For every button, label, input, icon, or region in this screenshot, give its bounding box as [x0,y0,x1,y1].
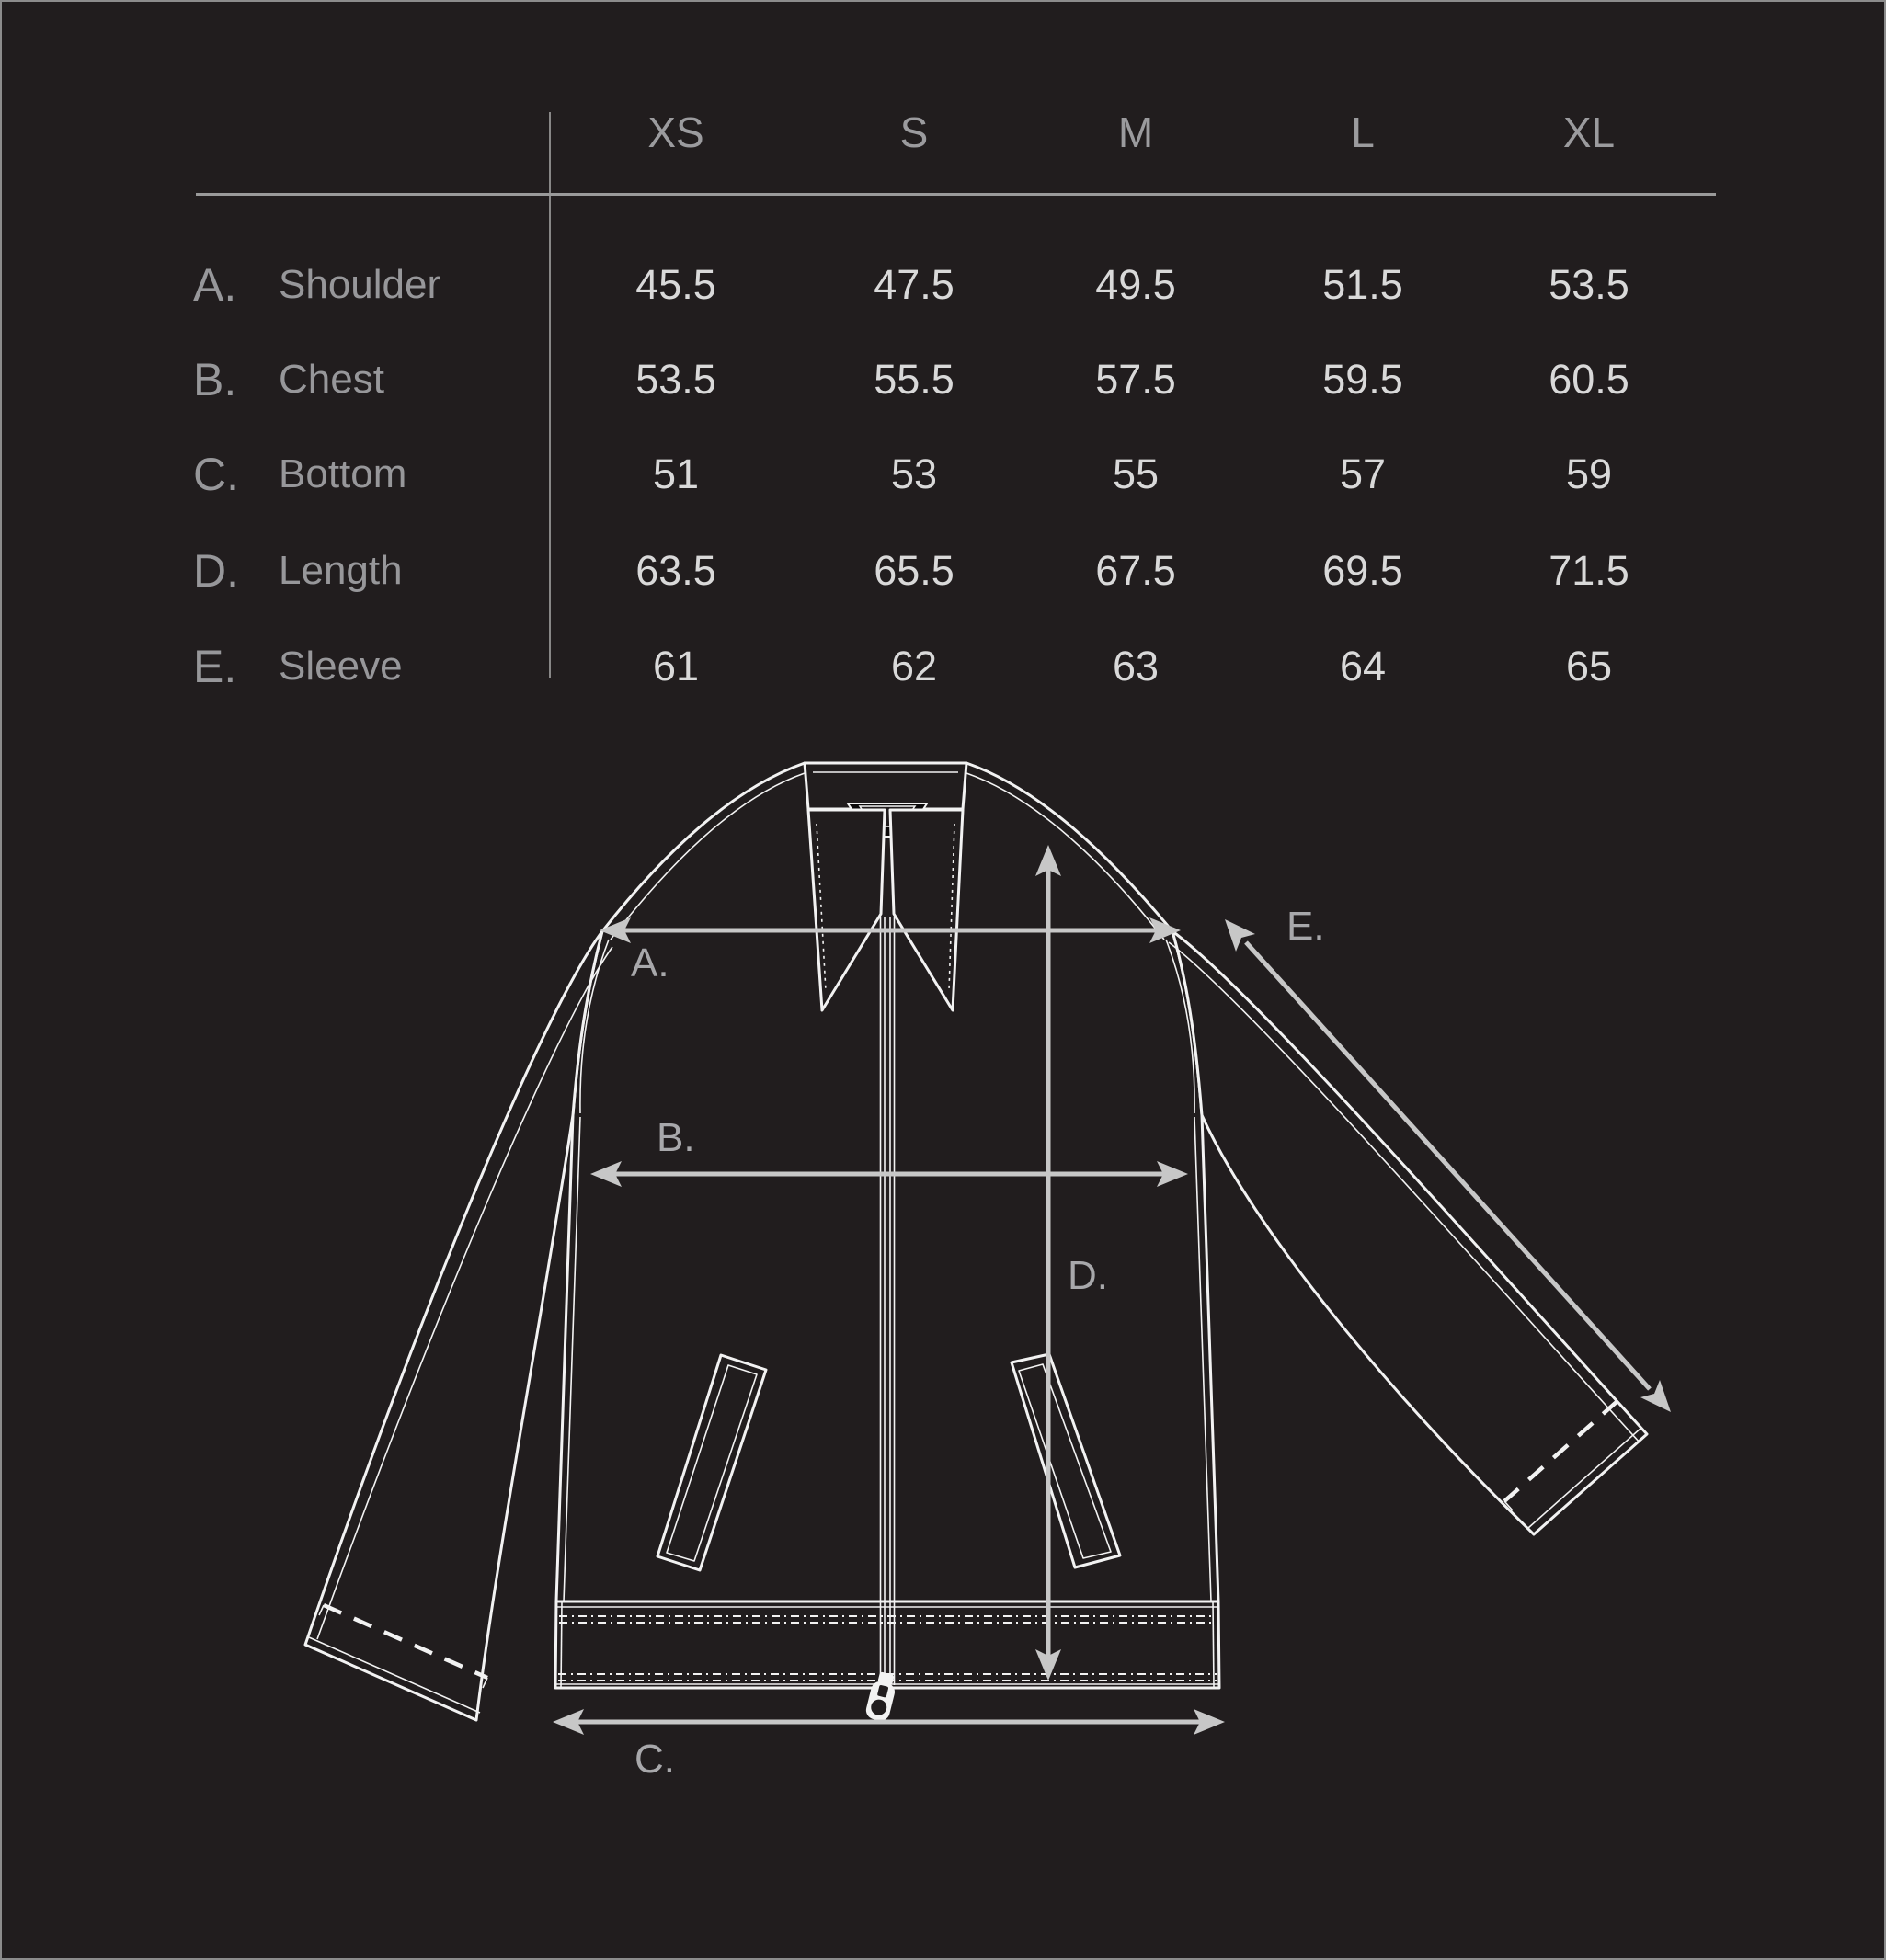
row-letter: D. [193,545,239,597]
size-value: 55 [1112,450,1160,497]
size-value: 67.5 [1095,547,1176,594]
row-name: Length [279,548,403,593]
diagram-label-b: B. [657,1115,695,1160]
size-value: 57 [1339,450,1387,497]
row-name: Chest [279,357,384,402]
size-value: 47.5 [874,261,954,308]
row-name: Shoulder [279,262,441,307]
size-column-header-s: S [899,108,929,156]
jacket-body [555,763,1219,1688]
diagram-label-e: E. [1286,904,1325,949]
size-value: 63.5 [635,547,716,594]
size-column-header-xs: XS [647,108,704,156]
size-value: 63 [1112,643,1160,689]
size-column-header-xl: XL [1562,108,1616,156]
size-column-header-l: L [1351,108,1375,156]
size-value: 62 [890,643,938,689]
row-letter: B. [193,354,237,405]
size-value: 57.5 [1095,356,1176,403]
size-column-header-m: M [1117,108,1154,156]
row-letter: E. [193,641,237,692]
size-value: 69.5 [1322,547,1403,594]
size-value: 51 [652,450,700,497]
right-sleeve [1169,931,1647,1534]
size-value: 59.5 [1322,356,1403,403]
row-name: Sleeve [279,644,403,689]
size-value: 49.5 [1095,261,1176,308]
size-value: 64 [1339,643,1387,689]
size-value: 59 [1565,450,1613,497]
row-letter: C. [193,449,239,500]
row-name: Bottom [279,451,407,496]
size-value: 51.5 [1322,261,1403,308]
size-value: 55.5 [874,356,954,403]
size-value: 61 [652,643,700,689]
row-letter: A. [193,259,237,311]
size-value: 65.5 [874,547,954,594]
size-value: 60.5 [1549,356,1629,403]
size-value: 65 [1565,643,1613,689]
size-value: 53 [890,450,938,497]
diagram-label-d: D. [1068,1253,1108,1298]
size-value: 45.5 [635,261,716,308]
size-value: 53.5 [1549,261,1629,308]
diagram-label-c: C. [634,1737,675,1782]
diagram-label-a: A. [631,940,669,986]
size-value: 71.5 [1549,547,1629,594]
size-value: 53.5 [635,356,716,403]
